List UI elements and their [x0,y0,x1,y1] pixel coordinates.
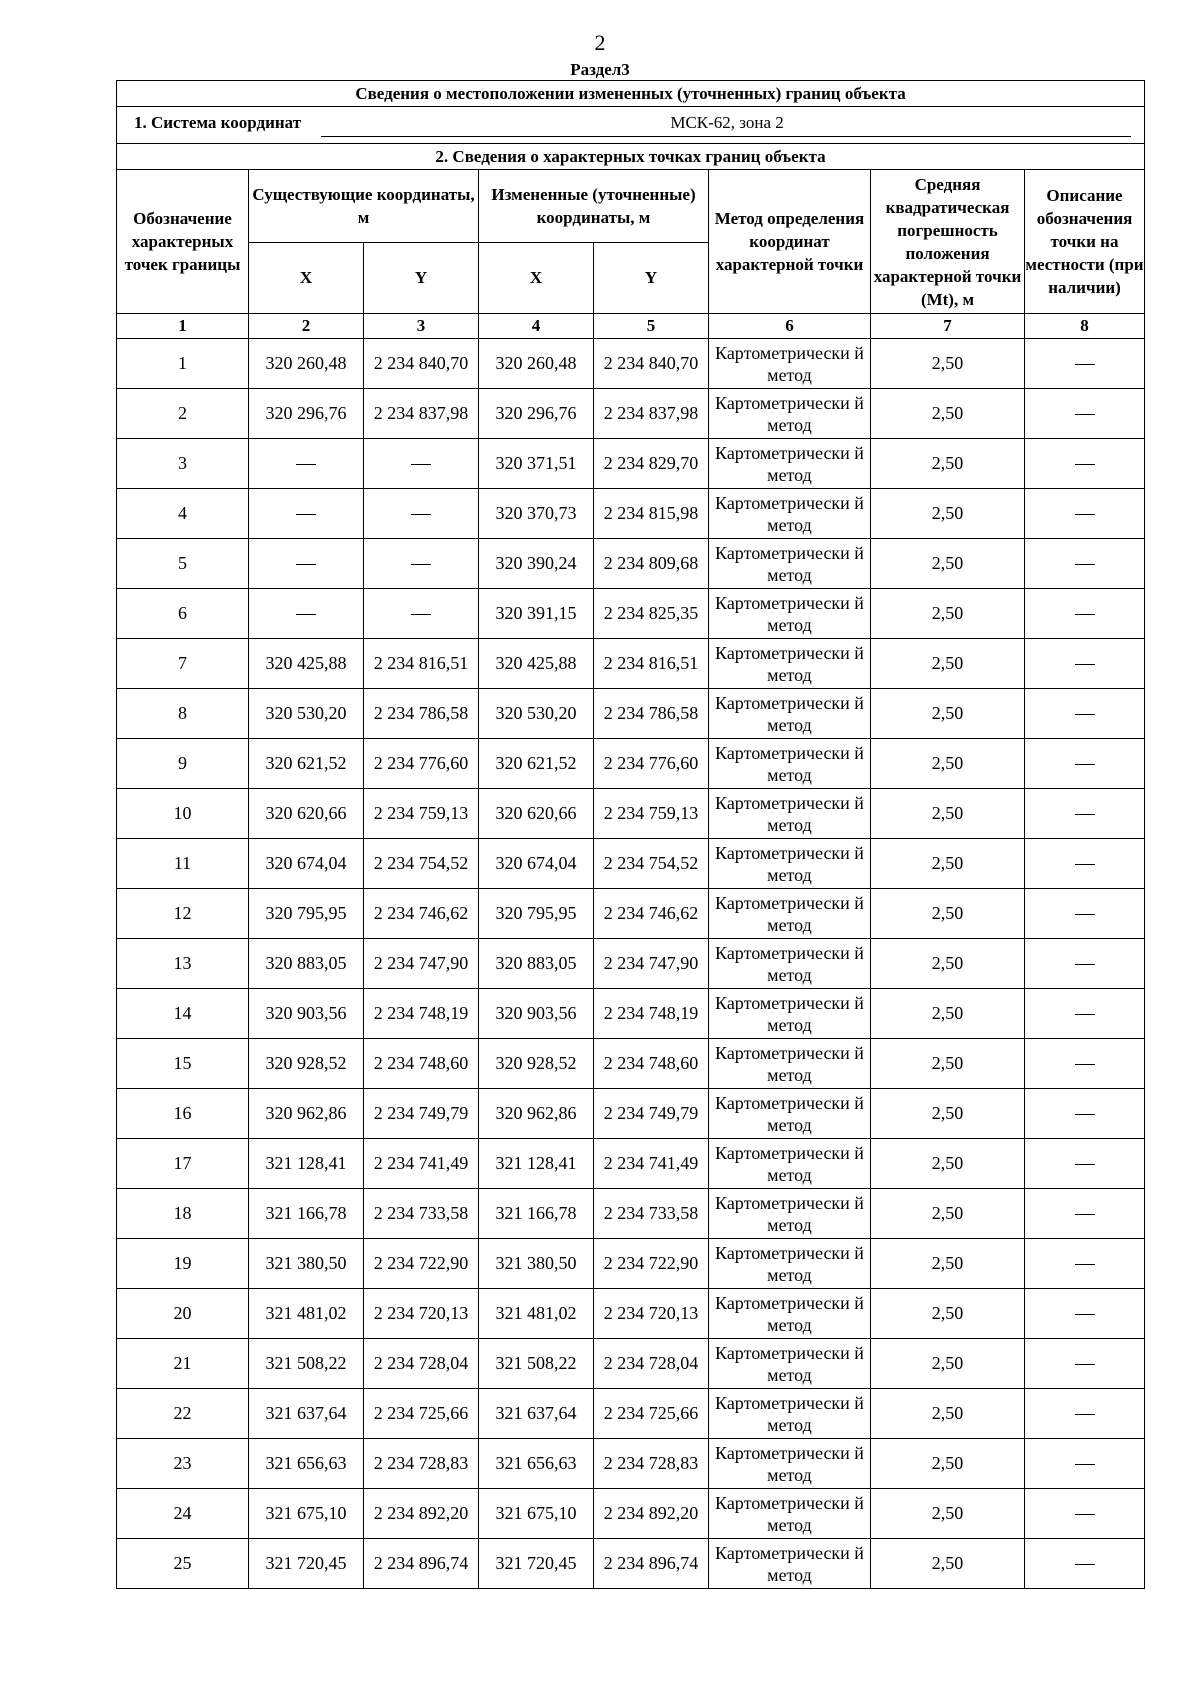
rms-error-cell: 2,50 [871,1539,1025,1589]
existing-y-cell: 2 234 749,79 [364,1089,479,1139]
description-cell [1025,639,1145,689]
existing-y-cell: 2 234 754,52 [364,839,479,889]
existing-x-cell: 320 620,66 [249,789,364,839]
description-cell [1025,1139,1145,1189]
point-number-cell: 6 [117,589,249,639]
point-number-cell: 17 [117,1139,249,1189]
dash-mark [1075,1264,1095,1265]
description-cell [1025,1389,1145,1439]
column-number: 3 [364,314,479,339]
table-title: Сведения о местоположении измененных (уточненных) границ объекта [117,81,1145,107]
table-row [117,1239,1145,1289]
description-cell [1025,689,1145,739]
point-number-cell: 14 [117,989,249,1039]
changed-y-cell: 2 234 816,51 [594,639,709,689]
changed-y-cell: 2 234 815,98 [594,489,709,539]
table-row [117,1489,1145,1539]
point-number-cell: 2 [117,389,249,439]
existing-y-cell: 2 234 733,58 [364,1189,479,1239]
dash-mark [1075,1464,1095,1465]
rms-error-cell: 2,50 [871,1139,1025,1189]
existing-y-cell: 2 234 725,66 [364,1389,479,1439]
existing-x-cell: 321 481,02 [249,1289,364,1339]
dash-mark [1075,1114,1095,1115]
point-number-cell: 9 [117,739,249,789]
dash-mark [1075,1414,1095,1415]
changed-y-cell: 2 234 837,98 [594,389,709,439]
existing-x-cell: 320 674,04 [249,839,364,889]
method-cell: Картометрически й метод [709,989,871,1039]
existing-y-cell: 2 234 840,70 [364,339,479,389]
method-cell: Картометрически й метод [709,1289,871,1339]
column-numbers-row [117,314,1145,339]
existing-x-cell: 320 795,95 [249,889,364,939]
table-row [117,739,1145,789]
existing-x-cell: 321 656,63 [249,1439,364,1489]
existing-x-cell: 320 962,86 [249,1089,364,1139]
existing-y-cell [364,539,479,589]
dash-mark [1075,364,1095,365]
description-cell [1025,1039,1145,1089]
changed-x-cell: 320 425,88 [479,639,594,689]
method-cell: Картометрически й метод [709,1139,871,1189]
dash-mark [1075,864,1095,865]
changed-x-cell: 321 656,63 [479,1439,594,1489]
point-number-cell: 22 [117,1389,249,1439]
changed-x-cell: 321 380,50 [479,1239,594,1289]
point-number-cell: 25 [117,1539,249,1589]
existing-x-cell: 320 903,56 [249,989,364,1039]
coordinate-system-label: 1. Система координат [133,113,302,132]
table-row [117,339,1145,389]
rms-error-cell: 2,50 [871,639,1025,689]
header-method: Метод определения координат характерной точки [709,170,871,314]
existing-x-cell: 321 637,64 [249,1389,364,1439]
dash-mark [411,564,431,565]
changed-y-cell: 2 234 722,90 [594,1239,709,1289]
method-cell: Картометрически й метод [709,439,871,489]
rms-error-cell: 2,50 [871,1489,1025,1539]
point-number-cell: 12 [117,889,249,939]
changed-x-cell: 320 371,51 [479,439,594,489]
table-row [117,689,1145,739]
table-row [117,1389,1145,1439]
method-cell: Картометрически й метод [709,1539,871,1589]
changed-x-cell: 320 883,05 [479,939,594,989]
existing-y-cell: 2 234 816,51 [364,639,479,689]
existing-y-cell: 2 234 748,19 [364,989,479,1039]
changed-y-cell: 2 234 733,58 [594,1189,709,1239]
rms-error-cell: 2,50 [871,1239,1025,1289]
method-cell: Картометрически й метод [709,1439,871,1489]
dash-mark [1075,614,1095,615]
changed-x-cell: 321 128,41 [479,1139,594,1189]
point-number-cell: 5 [117,539,249,589]
header-rms-error: Средняя квадратическая погрешность положения характерной точки (Mt), м [871,170,1025,314]
header-existing-x: X [249,243,364,314]
page-number: 2 [594,30,606,55]
table-row [117,539,1145,589]
description-cell [1025,1439,1145,1489]
dash-mark [1075,714,1095,715]
table-row [117,1039,1145,1089]
description-cell [1025,539,1145,589]
point-number-cell: 3 [117,439,249,489]
table-row [117,1289,1145,1339]
section-title: Раздел3 [570,60,630,79]
rms-error-cell: 2,50 [871,839,1025,889]
method-cell: Картометрически й метод [709,1239,871,1289]
table-row [117,839,1145,889]
existing-x-cell: 320 883,05 [249,939,364,989]
rms-error-cell: 2,50 [871,789,1025,839]
boundary-points-table [116,80,1145,1589]
existing-y-cell [364,589,479,639]
changed-x-cell: 321 166,78 [479,1189,594,1239]
changed-y-cell: 2 234 747,90 [594,939,709,989]
method-cell: Картометрически й метод [709,339,871,389]
description-cell [1025,839,1145,889]
column-number: 5 [594,314,709,339]
table-row [117,439,1145,489]
method-cell: Картометрически й метод [709,939,871,989]
existing-y-cell: 2 234 722,90 [364,1239,479,1289]
header-point-designation: Обозначение характерных точек границы [117,170,249,314]
rms-error-cell: 2,50 [871,1039,1025,1089]
dash-mark [411,514,431,515]
changed-x-cell: 320 370,73 [479,489,594,539]
description-cell [1025,1239,1145,1289]
point-number-cell: 4 [117,489,249,539]
rms-error-cell: 2,50 [871,989,1025,1039]
point-number-cell: 10 [117,789,249,839]
header-existing-y: Y [364,243,479,314]
description-cell [1025,389,1145,439]
table-row [117,589,1145,639]
dash-mark [1075,764,1095,765]
existing-y-cell: 2 234 776,60 [364,739,479,789]
changed-x-cell: 320 903,56 [479,989,594,1039]
column-number: 4 [479,314,594,339]
point-number-cell: 21 [117,1339,249,1389]
existing-y-cell: 2 234 747,90 [364,939,479,989]
changed-x-cell: 320 530,20 [479,689,594,739]
method-cell: Картометрически й метод [709,689,871,739]
description-cell [1025,589,1145,639]
dash-mark [1075,1514,1095,1515]
dash-mark [1075,914,1095,915]
existing-y-cell: 2 234 786,58 [364,689,479,739]
changed-x-cell: 320 962,86 [479,1089,594,1139]
existing-x-cell: 320 621,52 [249,739,364,789]
changed-y-cell: 2 234 754,52 [594,839,709,889]
rms-error-cell: 2,50 [871,339,1025,389]
description-cell [1025,789,1145,839]
existing-x-cell [249,489,364,539]
changed-x-cell: 320 390,24 [479,539,594,589]
rms-error-cell: 2,50 [871,689,1025,739]
changed-y-cell: 2 234 725,66 [594,1389,709,1439]
changed-y-cell: 2 234 741,49 [594,1139,709,1189]
description-cell [1025,939,1145,989]
changed-x-cell: 320 674,04 [479,839,594,889]
description-cell [1025,1539,1145,1589]
existing-x-cell [249,589,364,639]
dash-mark [296,514,316,515]
method-cell: Картометрически й метод [709,539,871,589]
column-number: 8 [1025,314,1145,339]
header-changed-x: X [479,243,594,314]
changed-y-cell: 2 234 746,62 [594,889,709,939]
rms-error-cell: 2,50 [871,1089,1025,1139]
changed-y-cell: 2 234 748,19 [594,989,709,1039]
table-row [117,889,1145,939]
existing-x-cell: 321 128,41 [249,1139,364,1189]
dash-mark [1075,414,1095,415]
rms-error-cell: 2,50 [871,1289,1025,1339]
point-number-cell: 20 [117,1289,249,1339]
changed-x-cell: 320 296,76 [479,389,594,439]
dash-mark [1075,564,1095,565]
existing-x-cell: 321 720,45 [249,1539,364,1589]
point-number-cell: 24 [117,1489,249,1539]
point-number-cell: 18 [117,1189,249,1239]
changed-y-cell: 2 234 749,79 [594,1089,709,1139]
coordinate-system-value: МСК-62, зона 2 [321,113,1131,137]
existing-y-cell: 2 234 837,98 [364,389,479,439]
table-row [117,1539,1145,1589]
table-row [117,489,1145,539]
description-cell [1025,489,1145,539]
point-number-cell: 15 [117,1039,249,1089]
changed-x-cell: 321 481,02 [479,1289,594,1339]
method-cell: Картометрически й метод [709,739,871,789]
rms-error-cell: 2,50 [871,489,1025,539]
dash-mark [1075,514,1095,515]
changed-x-cell: 320 928,52 [479,1039,594,1089]
changed-x-cell: 320 621,52 [479,739,594,789]
changed-x-cell: 320 620,66 [479,789,594,839]
header-existing-coords: Существующие координаты, м [249,170,479,243]
existing-x-cell: 320 260,48 [249,339,364,389]
column-number: 1 [117,314,249,339]
changed-x-cell: 320 260,48 [479,339,594,389]
method-cell: Картометрически й метод [709,389,871,439]
method-cell: Картометрически й метод [709,1039,871,1089]
dash-mark [1075,1064,1095,1065]
rms-error-cell: 2,50 [871,939,1025,989]
dash-mark [1075,814,1095,815]
method-cell: Картометрически й метод [709,1189,871,1239]
changed-y-cell: 2 234 759,13 [594,789,709,839]
point-number-cell: 1 [117,339,249,389]
description-cell [1025,1339,1145,1389]
description-cell [1025,739,1145,789]
method-cell: Картометрически й метод [709,1389,871,1439]
dash-mark [296,614,316,615]
rms-error-cell: 2,50 [871,1339,1025,1389]
existing-y-cell: 2 234 741,49 [364,1139,479,1189]
method-cell: Картометрически й метод [709,1489,871,1539]
existing-y-cell: 2 234 728,04 [364,1339,479,1389]
dash-mark [1075,1314,1095,1315]
rms-error-cell: 2,50 [871,739,1025,789]
existing-y-cell: 2 234 759,13 [364,789,479,839]
method-cell: Картометрически й метод [709,1089,871,1139]
changed-x-cell: 320 795,95 [479,889,594,939]
changed-x-cell: 321 508,22 [479,1339,594,1389]
rms-error-cell: 2,50 [871,1439,1025,1489]
rms-error-cell: 2,50 [871,389,1025,439]
table-row [117,1089,1145,1139]
existing-x-cell [249,539,364,589]
description-cell [1025,889,1145,939]
changed-y-cell: 2 234 825,35 [594,589,709,639]
changed-y-cell: 2 234 728,04 [594,1339,709,1389]
existing-x-cell: 321 508,22 [249,1339,364,1389]
dash-mark [296,564,316,565]
table-row [117,989,1145,1039]
point-number-cell: 13 [117,939,249,989]
rms-error-cell: 2,50 [871,1189,1025,1239]
existing-x-cell: 321 166,78 [249,1189,364,1239]
dash-mark [411,464,431,465]
changed-y-cell: 2 234 728,83 [594,1439,709,1489]
existing-y-cell: 2 234 746,62 [364,889,479,939]
dash-mark [1075,1014,1095,1015]
dash-mark [1075,1564,1095,1565]
table-row [117,789,1145,839]
dash-mark [411,614,431,615]
subsection-title: 2. Сведения о характерных точках границ объекта [117,144,1145,170]
description-cell [1025,339,1145,389]
table-row [117,639,1145,689]
changed-y-cell: 2 234 748,60 [594,1039,709,1089]
column-number: 2 [249,314,364,339]
description-cell [1025,1489,1145,1539]
existing-y-cell: 2 234 728,83 [364,1439,479,1489]
point-number-cell: 11 [117,839,249,889]
description-cell [1025,439,1145,489]
rms-error-cell: 2,50 [871,539,1025,589]
header-changed-y: Y [594,243,709,314]
method-cell: Картометрически й метод [709,1339,871,1389]
method-cell: Картометрически й метод [709,789,871,839]
changed-x-cell: 321 637,64 [479,1389,594,1439]
dash-mark [1075,664,1095,665]
rms-error-cell: 2,50 [871,1389,1025,1439]
method-cell: Картометрически й метод [709,839,871,889]
dash-mark [1075,1164,1095,1165]
table-row [117,1139,1145,1189]
column-number: 6 [709,314,871,339]
existing-y-cell: 2 234 892,20 [364,1489,479,1539]
description-cell [1025,989,1145,1039]
table-row [117,1439,1145,1489]
changed-y-cell: 2 234 786,58 [594,689,709,739]
description-cell [1025,1289,1145,1339]
dash-mark [1075,1214,1095,1215]
description-cell [1025,1189,1145,1239]
changed-y-cell: 2 234 896,74 [594,1539,709,1589]
changed-y-cell: 2 234 840,70 [594,339,709,389]
table-row [117,939,1145,989]
point-number-cell: 7 [117,639,249,689]
changed-x-cell: 321 675,10 [479,1489,594,1539]
changed-y-cell: 2 234 809,68 [594,539,709,589]
existing-x-cell: 320 530,20 [249,689,364,739]
existing-x-cell: 321 380,50 [249,1239,364,1289]
point-number-cell: 8 [117,689,249,739]
table-row [117,1339,1145,1389]
point-number-cell: 16 [117,1089,249,1139]
method-cell: Картометрически й метод [709,889,871,939]
table-row [117,1189,1145,1239]
dash-mark [1075,464,1095,465]
existing-x-cell: 320 296,76 [249,389,364,439]
existing-y-cell: 2 234 720,13 [364,1289,479,1339]
point-number-cell: 19 [117,1239,249,1289]
description-cell [1025,1089,1145,1139]
coordinate-system-row [117,107,1145,144]
existing-y-cell [364,489,479,539]
method-cell: Картометрически й метод [709,589,871,639]
changed-y-cell: 2 234 829,70 [594,439,709,489]
method-cell: Картометрически й метод [709,489,871,539]
header-changed-coords: Измененные (уточненные) координаты, м [479,170,709,243]
existing-y-cell: 2 234 748,60 [364,1039,479,1089]
rms-error-cell: 2,50 [871,889,1025,939]
existing-y-cell [364,439,479,489]
dash-mark [1075,1364,1095,1365]
changed-y-cell: 2 234 720,13 [594,1289,709,1339]
column-number: 7 [871,314,1025,339]
changed-y-cell: 2 234 892,20 [594,1489,709,1539]
existing-x-cell: 321 675,10 [249,1489,364,1539]
table-row [117,389,1145,439]
dash-mark [1075,964,1095,965]
rms-error-cell: 2,50 [871,439,1025,489]
point-number-cell: 23 [117,1439,249,1489]
dash-mark [296,464,316,465]
changed-x-cell: 321 720,45 [479,1539,594,1589]
changed-x-cell: 320 391,15 [479,589,594,639]
existing-x-cell: 320 425,88 [249,639,364,689]
existing-x-cell: 320 928,52 [249,1039,364,1089]
existing-x-cell [249,439,364,489]
existing-y-cell: 2 234 896,74 [364,1539,479,1589]
method-cell: Картометрически й метод [709,639,871,689]
rms-error-cell: 2,50 [871,589,1025,639]
changed-y-cell: 2 234 776,60 [594,739,709,789]
header-description: Описание обозначения точки на местности (при наличии) [1025,170,1145,314]
